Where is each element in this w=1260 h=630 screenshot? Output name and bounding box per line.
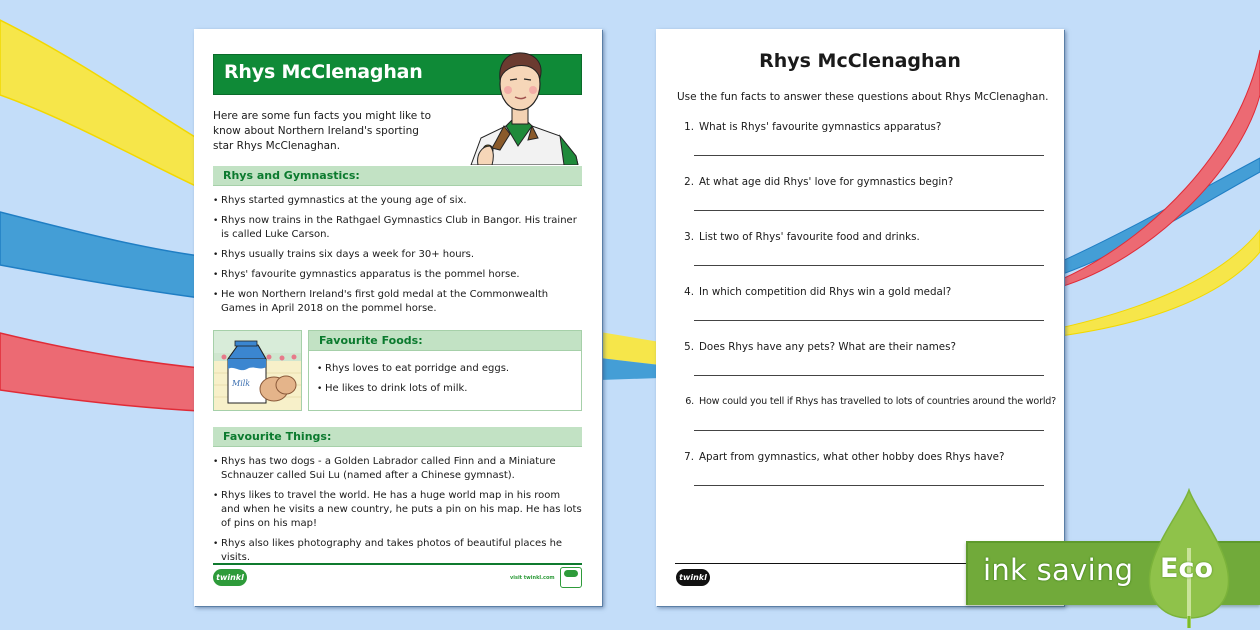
foods-list bbox=[317, 362, 572, 402]
ink-saving-label: ink saving bbox=[983, 553, 1134, 587]
section-heading: Rhys and Gymnastics: bbox=[223, 169, 360, 182]
things-facts-list bbox=[213, 455, 582, 571]
fact-sheet-title: Rhys McClenaghan bbox=[224, 61, 423, 83]
favourite-foods-box bbox=[308, 330, 582, 411]
answer-line-2[interactable] bbox=[694, 210, 1044, 211]
question-3: 3. List two of Rhys' favourite food and drinks. bbox=[684, 231, 920, 243]
svg-text:Milk: Milk bbox=[232, 379, 251, 388]
answer-line-6[interactable] bbox=[694, 430, 1044, 431]
answer-line-5[interactable] bbox=[694, 375, 1044, 376]
twinkl-logo: twinkl bbox=[676, 569, 710, 586]
question-5: 5. Does Rhys have any pets? What are their names? bbox=[684, 341, 956, 353]
twinkl-logo: twinkl bbox=[213, 569, 247, 586]
answer-line-7[interactable] bbox=[694, 485, 1044, 486]
worksheet-title: Rhys McClenaghan bbox=[759, 50, 961, 72]
answer-line-3[interactable] bbox=[694, 265, 1044, 266]
section-header-gymnastics bbox=[213, 166, 582, 186]
question-1: 1. What is Rhys' favourite gymnastics apparatus? bbox=[684, 121, 942, 133]
section-header-foods bbox=[309, 331, 581, 351]
gymnastics-facts-list bbox=[213, 194, 582, 322]
answer-line-1[interactable] bbox=[694, 155, 1044, 156]
answer-line-4[interactable] bbox=[694, 320, 1044, 321]
question-7: 7. Apart from gymnastics, what other hobby does Rhys have? bbox=[684, 451, 1005, 463]
list-item: • Rhys has two dogs - a Golden Labrador called Finn and a Miniature Schnauzer called Sui Lu (named after a Chinese gymnast). bbox=[213, 455, 582, 483]
list-item: • He likes to drink lots of milk. bbox=[317, 382, 572, 396]
section-heading: Favourite Things: bbox=[223, 430, 332, 443]
list-item: • Rhys usually trains six days a week for 30+ hours. bbox=[213, 248, 582, 262]
footer-divider bbox=[213, 563, 582, 565]
question-2: 2. At what age did Rhys' love for gymnastics begin? bbox=[684, 176, 954, 188]
section-heading: Favourite Foods: bbox=[319, 334, 423, 347]
list-item: • Rhys loves to eat porridge and eggs. bbox=[317, 362, 572, 376]
list-item: • Rhys now trains in the Rathgael Gymnastics Club in Bangor. His trainer is called Luke Carson. bbox=[213, 214, 582, 242]
worksheet-intro: Use the fun facts to answer these questions about Rhys McClenaghan. bbox=[677, 91, 1049, 103]
list-item: • He won Northern Ireland's first gold medal at the Commonwealth Games in April 2018 on the pommel horse. bbox=[213, 288, 582, 316]
list-item: • Rhys also likes photography and takes photos of beautiful places he visits. bbox=[213, 537, 582, 565]
fact-sheet-intro: Here are some fun facts you might like to know about Northern Ireland's sporting star Rhys McClenaghan. bbox=[213, 110, 432, 152]
list-item: • Rhys started gymnastics at the young age of six. bbox=[213, 194, 582, 208]
worksheet-page bbox=[656, 29, 1064, 606]
question-4: 4. In which competition did Rhys win a gold medal? bbox=[684, 286, 952, 298]
list-item: • Rhys' favourite gymnastics apparatus is the pommel horse. bbox=[213, 268, 582, 282]
fact-sheet-page bbox=[194, 29, 602, 606]
eco-tag: Eco bbox=[1160, 553, 1213, 584]
athlete-portrait-illustration bbox=[456, 46, 582, 165]
visit-link-text: visit twinkl.com bbox=[510, 575, 555, 581]
question-6: 6. How could you tell if Rhys has travelled to lots of countries around the world? bbox=[685, 396, 1057, 407]
section-header-things bbox=[213, 427, 582, 447]
list-item: • Rhys likes to travel the world. He has a huge world map in his room and when he visits a new country, he puts a pin on his map. He has lots of pins on his map! bbox=[213, 489, 582, 531]
milk-and-eggs-illustration bbox=[213, 330, 302, 411]
quality-badge-icon bbox=[560, 567, 582, 588]
